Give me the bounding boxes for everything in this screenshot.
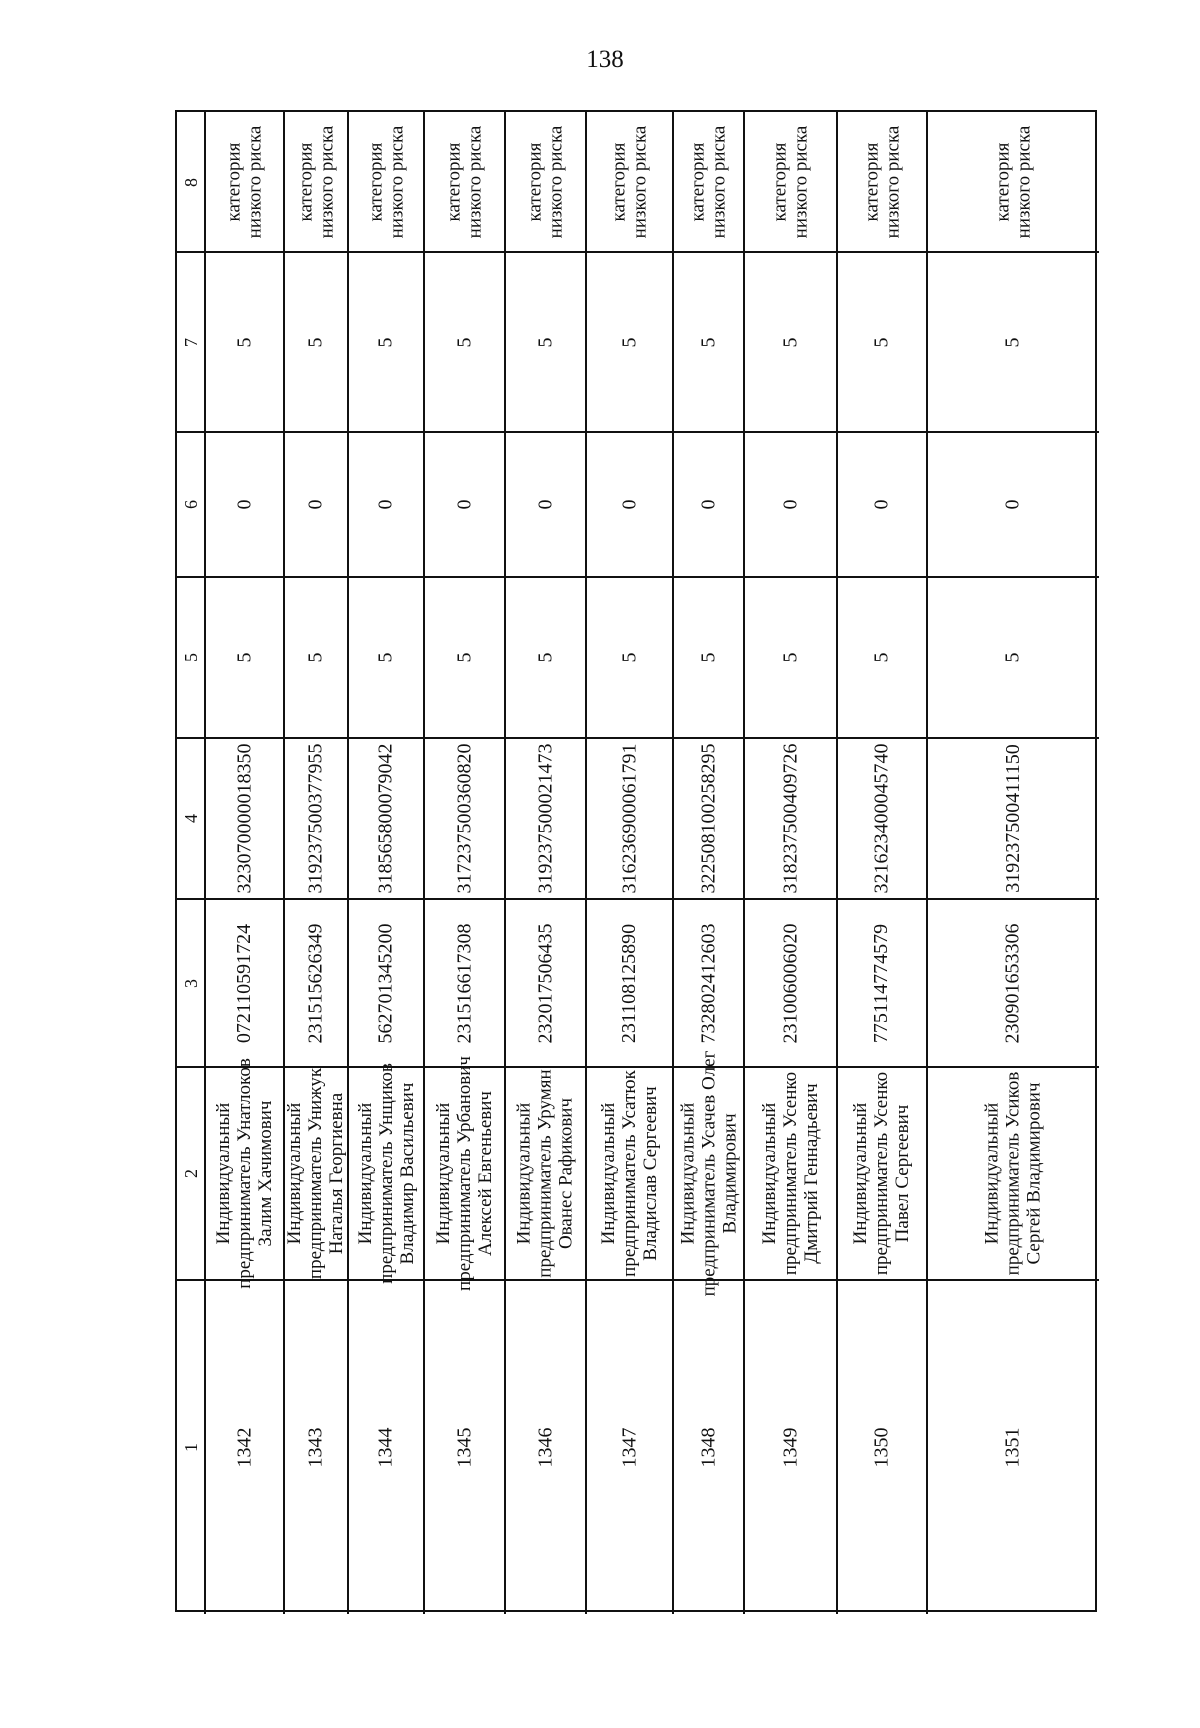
- col7-cell: [837, 252, 927, 432]
- entrepreneur-name-text: [213, 1058, 276, 1289]
- row-number-text: 1344: [374, 1427, 397, 1467]
- risk-category-line: категория: [365, 142, 386, 222]
- entrepreneur-name-line: предприниматель Унижук: [305, 1067, 327, 1280]
- ogrnip-cell: [424, 738, 505, 899]
- entrepreneur-name-line: Владимир Васильевич: [396, 1082, 418, 1265]
- row-number-text: 1347: [618, 1427, 640, 1467]
- column-header-6-text: 6: [180, 500, 201, 509]
- entrepreneur-name-line: Сергей Владимирович: [1023, 1082, 1045, 1265]
- entrepreneur-name-line: предприниматель Усенко: [871, 1071, 893, 1276]
- entrepreneur-name: [424, 1056, 505, 1291]
- row-number-text: 1343: [304, 1427, 327, 1467]
- row-number: [424, 1280, 505, 1614]
- col5-cell-text: 5: [1001, 652, 1024, 663]
- risk-category: [586, 112, 673, 252]
- risk-category: [837, 112, 927, 252]
- risk-category-line: категория: [295, 142, 316, 222]
- register-table: [175, 110, 1097, 1612]
- col7-cell: [505, 252, 586, 432]
- ogrnip-cell-text: 319237500411150: [1001, 744, 1024, 893]
- entrepreneur-name-line: Индивидуальный: [354, 1102, 376, 1245]
- risk-category: [744, 112, 837, 252]
- column-header-2-text: 2: [180, 1169, 201, 1178]
- risk-category-text: [609, 126, 651, 239]
- row-number-text: 1342: [233, 1427, 255, 1467]
- ogrnip-cell-text: 319237500377955: [304, 743, 327, 894]
- row-number: [586, 1280, 673, 1614]
- row-number-text: 1345: [453, 1427, 475, 1467]
- entrepreneur-name-line: Ованес Рафикович: [556, 1097, 577, 1250]
- column-header-1-text: 1: [180, 1442, 201, 1452]
- ogrnip-cell: [837, 738, 927, 899]
- col7-cell-text: 5: [697, 337, 719, 347]
- ogrnip-cell-text: 321623400045740: [870, 743, 893, 894]
- col6-cell: [205, 432, 284, 577]
- col6-cell: [424, 432, 505, 577]
- col5-cell-text: 5: [534, 652, 556, 663]
- entrepreneur-name-line: Индивидуальный: [433, 1102, 454, 1245]
- risk-category-line: низкого риска: [316, 125, 337, 239]
- risk-category-line: категория: [769, 142, 791, 222]
- col6-cell-text: 0: [618, 499, 640, 510]
- inn-cell-text: 562701345200: [374, 923, 397, 1043]
- risk-category-text: [992, 126, 1034, 239]
- col7-cell: [673, 252, 744, 432]
- entrepreneur-name-line: Индивидуальный: [759, 1102, 781, 1245]
- risk-category-line: низкого риска: [882, 125, 903, 239]
- row-number: [673, 1280, 744, 1614]
- entrepreneur-name: [744, 1067, 837, 1280]
- row-number: [927, 1280, 1099, 1614]
- inn-cell-text: 231006006020: [779, 923, 801, 1043]
- col5-cell-text: 5: [870, 652, 893, 663]
- ogrnip-cell: [673, 738, 744, 899]
- column-header-1: [177, 1280, 205, 1614]
- risk-category-line: низкого риска: [386, 125, 407, 239]
- entrepreneur-name-line: Павел Сергеевич: [892, 1104, 914, 1243]
- column-header-6: [177, 432, 205, 577]
- col6-cell: [837, 432, 927, 577]
- risk-category-line: низкого риска: [244, 125, 266, 239]
- inn-cell-text: 775114774579: [870, 923, 893, 1043]
- column-header-8-text: 8: [180, 177, 201, 187]
- risk-category-text: [224, 126, 266, 239]
- column-header-4: [177, 738, 205, 899]
- row-number-text: 1351: [1001, 1427, 1024, 1467]
- col6-cell-text: 0: [233, 499, 255, 510]
- entrepreneur-name: [205, 1058, 284, 1289]
- col6-cell: [348, 432, 424, 577]
- ogrnip-cell: [927, 738, 1099, 899]
- page-number: 138: [586, 46, 624, 73]
- entrepreneur-name: [348, 1063, 424, 1284]
- inn-cell-text: 231515626349: [304, 923, 327, 1043]
- col7-cell-text: 5: [870, 337, 893, 347]
- col6-cell: [927, 432, 1099, 577]
- col5-cell: [586, 577, 673, 738]
- ogrnip-cell-text: 322508100258295: [697, 743, 719, 894]
- row-number: [348, 1280, 424, 1614]
- row-number: [284, 1280, 348, 1614]
- col7-cell: [284, 252, 348, 432]
- col5-cell: [424, 577, 505, 738]
- col5-cell-text: 5: [697, 652, 719, 663]
- entrepreneur-name-line: Владислав Сергеевич: [640, 1086, 662, 1261]
- entrepreneur-name-line: Владимирович: [719, 1113, 740, 1234]
- ogrnip-cell-text: 318565800079042: [374, 743, 397, 894]
- col7-cell-text: 5: [304, 337, 327, 347]
- col6-cell-text: 0: [304, 499, 327, 510]
- col6-cell-text: 0: [374, 499, 397, 510]
- entrepreneur-name: [586, 1067, 673, 1280]
- column-header-3-text: 3: [180, 978, 201, 988]
- ogrnip-cell: [205, 738, 284, 899]
- inn-cell: [348, 899, 424, 1067]
- col7-cell: [348, 252, 424, 432]
- risk-category: [205, 112, 284, 252]
- inn-cell: [284, 899, 348, 1067]
- inn-cell-text: 230901653306: [1001, 923, 1024, 1043]
- risk-category-text: [861, 126, 903, 239]
- risk-category-text: [770, 126, 812, 239]
- inn-cell-text: 231516617308: [453, 923, 475, 1043]
- col7-cell-text: 5: [233, 337, 255, 347]
- entrepreneur-name: [505, 1067, 586, 1280]
- risk-category-line: низкого риска: [790, 125, 812, 239]
- col5-cell-text: 5: [304, 652, 327, 663]
- row-number: [837, 1280, 927, 1614]
- entrepreneur-name-line: предприниматель Усиков: [1002, 1071, 1024, 1276]
- row-number: [744, 1280, 837, 1614]
- inn-cell: [205, 899, 284, 1067]
- col5-cell: [348, 577, 424, 738]
- entrepreneur-name: [837, 1067, 927, 1280]
- col5-cell: [837, 577, 927, 738]
- ogrnip-cell: [505, 738, 586, 899]
- risk-category-line: низкого риска: [545, 125, 567, 239]
- risk-category-line: категория: [687, 142, 709, 222]
- entrepreneur-name-line: Индивидуальный: [514, 1102, 535, 1245]
- row-number-text: 1349: [779, 1427, 801, 1467]
- entrepreneur-name-text: [759, 1072, 822, 1275]
- risk-category-text: [295, 126, 337, 239]
- ogrnip-cell-text: 317237500360820: [453, 743, 475, 894]
- inn-cell-text: 072110591724: [233, 923, 256, 1043]
- col7-cell-text: 5: [374, 337, 397, 347]
- entrepreneur-name-text: [598, 1070, 661, 1277]
- row-number: [205, 1280, 284, 1614]
- entrepreneur-name-line: предприниматель Усатюк: [619, 1070, 641, 1277]
- col6-cell-text: 0: [870, 499, 893, 510]
- entrepreneur-name-line: предприниматель Усенко: [780, 1071, 802, 1276]
- entrepreneur-name-line: Индивидуальный: [850, 1102, 872, 1245]
- risk-category-text: [688, 126, 730, 239]
- column-header-7-text: 7: [180, 337, 201, 347]
- col6-cell-text: 0: [1001, 499, 1024, 510]
- risk-category-line: категория: [443, 142, 465, 222]
- risk-category-line: категория: [861, 142, 882, 222]
- entrepreneur-name-text: [355, 1063, 418, 1284]
- ogrnip-cell: [586, 738, 673, 899]
- inn-cell: [586, 899, 673, 1067]
- risk-category: [505, 112, 586, 252]
- col7-cell: [586, 252, 673, 432]
- risk-category: [673, 112, 744, 252]
- risk-category-line: категория: [223, 142, 245, 222]
- entrepreneur-name-text: [982, 1072, 1045, 1276]
- col6-cell: [673, 432, 744, 577]
- inn-cell-text: 231108125890: [618, 923, 641, 1043]
- col7-cell-text: 5: [1001, 337, 1024, 347]
- inn-cell: [744, 899, 837, 1067]
- entrepreneur-name-line: предприниматель Унатлоков: [234, 1058, 256, 1289]
- risk-category-line: низкого риска: [464, 125, 486, 239]
- inn-cell-text: 232017506435: [534, 923, 556, 1043]
- col5-cell: [927, 577, 1099, 738]
- risk-category-line: низкого риска: [708, 125, 730, 239]
- entrepreneur-name-text: [433, 1056, 496, 1291]
- inn-cell: [673, 899, 744, 1067]
- ogrnip-cell-text: 318237500409726: [779, 743, 801, 894]
- ogrnip-cell: [348, 738, 424, 899]
- column-header-8: [177, 112, 205, 252]
- risk-category: [348, 112, 424, 252]
- entrepreneur-name-line: предприниматель Усачев Олег: [698, 1050, 719, 1297]
- col5-cell: [284, 577, 348, 738]
- row-number: [505, 1280, 586, 1614]
- entrepreneur-name-line: Залим Хачимович: [255, 1100, 277, 1247]
- col7-cell-text: 5: [779, 337, 801, 347]
- col6-cell-text: 0: [697, 499, 719, 510]
- entrepreneur-name-text: [514, 1069, 577, 1277]
- entrepreneur-name-text: [285, 1068, 348, 1279]
- col6-cell: [744, 432, 837, 577]
- column-header-5-text: 5: [180, 653, 201, 662]
- row-number-text: 1348: [697, 1427, 719, 1467]
- inn-cell: [927, 899, 1099, 1067]
- col7-cell-text: 5: [534, 337, 556, 347]
- ogrnip-cell-text: 316236900061791: [618, 743, 640, 894]
- col7-cell-text: 5: [453, 337, 475, 347]
- entrepreneur-name-text: [851, 1072, 914, 1275]
- col7-cell: [927, 252, 1099, 432]
- col6-cell-text: 0: [779, 499, 801, 510]
- column-header-4-text: 4: [180, 814, 201, 823]
- risk-category: [284, 112, 348, 252]
- col6-cell: [284, 432, 348, 577]
- column-header-5: [177, 577, 205, 738]
- ogrnip-cell-text: 319237500021473: [534, 743, 556, 894]
- entrepreneur-name-line: предприниматель Урумян: [535, 1069, 556, 1278]
- ogrnip-cell-text: 323070000018350: [233, 743, 255, 894]
- col5-cell-text: 5: [618, 652, 640, 663]
- col7-cell-text: 5: [618, 337, 640, 347]
- entrepreneur-name: [673, 1050, 744, 1297]
- col5-cell: [673, 577, 744, 738]
- row-number-text: 1346: [534, 1427, 556, 1467]
- entrepreneur-name-line: предприниматель Унщиков: [375, 1063, 397, 1284]
- inn-cell: [837, 899, 927, 1067]
- risk-category-text: [525, 126, 567, 239]
- col7-cell: [424, 252, 505, 432]
- inn-cell: [505, 899, 586, 1067]
- risk-category-line: низкого риска: [1013, 125, 1034, 239]
- ogrnip-cell: [744, 738, 837, 899]
- risk-category: [927, 112, 1099, 252]
- risk-category-line: категория: [608, 142, 630, 222]
- entrepreneur-name-text: [677, 1051, 740, 1297]
- col6-cell-text: 0: [453, 499, 475, 510]
- entrepreneur-name-line: Индивидуальный: [598, 1102, 620, 1245]
- entrepreneur-name-line: Дмитрий Геннадьевич: [801, 1083, 823, 1264]
- entrepreneur-name-line: Индивидуальный: [213, 1102, 235, 1245]
- ogrnip-cell: [284, 738, 348, 899]
- col5-cell-text: 5: [453, 652, 475, 663]
- col5-cell: [744, 577, 837, 738]
- entrepreneur-name-line: предприниматель Урбанович: [454, 1056, 475, 1291]
- entrepreneur-name: [284, 1067, 348, 1280]
- column-header-3: [177, 899, 205, 1067]
- inn-cell: [424, 899, 505, 1067]
- col5-cell-text: 5: [374, 652, 397, 663]
- entrepreneur-name-line: Индивидуальный: [677, 1102, 698, 1245]
- risk-category-line: категория: [524, 142, 546, 222]
- col7-cell: [205, 252, 284, 432]
- col7-cell: [744, 252, 837, 432]
- column-header-2: [177, 1067, 205, 1280]
- col5-cell: [505, 577, 586, 738]
- entrepreneur-name-line: Индивидуальный: [981, 1102, 1003, 1245]
- row-number-text: 1350: [870, 1427, 893, 1467]
- col5-cell-text: 5: [779, 652, 801, 663]
- entrepreneur-name-line: Наталья Георгиевна: [326, 1092, 348, 1255]
- inn-cell-text: 732802412603: [697, 923, 719, 1043]
- risk-category-line: категория: [992, 142, 1013, 222]
- col5-cell-text: 5: [233, 652, 255, 663]
- risk-category: [424, 112, 505, 252]
- entrepreneur-name: [927, 1067, 1099, 1280]
- column-header-7: [177, 252, 205, 432]
- risk-category-line: низкого риска: [629, 125, 651, 239]
- risk-category-text: [444, 126, 486, 239]
- col6-cell: [586, 432, 673, 577]
- col6-cell: [505, 432, 586, 577]
- entrepreneur-name-line: Алексей Евгеньевич: [475, 1091, 496, 1256]
- col5-cell: [205, 577, 284, 738]
- col6-cell-text: 0: [534, 499, 556, 510]
- risk-category-text: [365, 126, 407, 239]
- entrepreneur-name-line: Индивидуальный: [284, 1102, 306, 1245]
